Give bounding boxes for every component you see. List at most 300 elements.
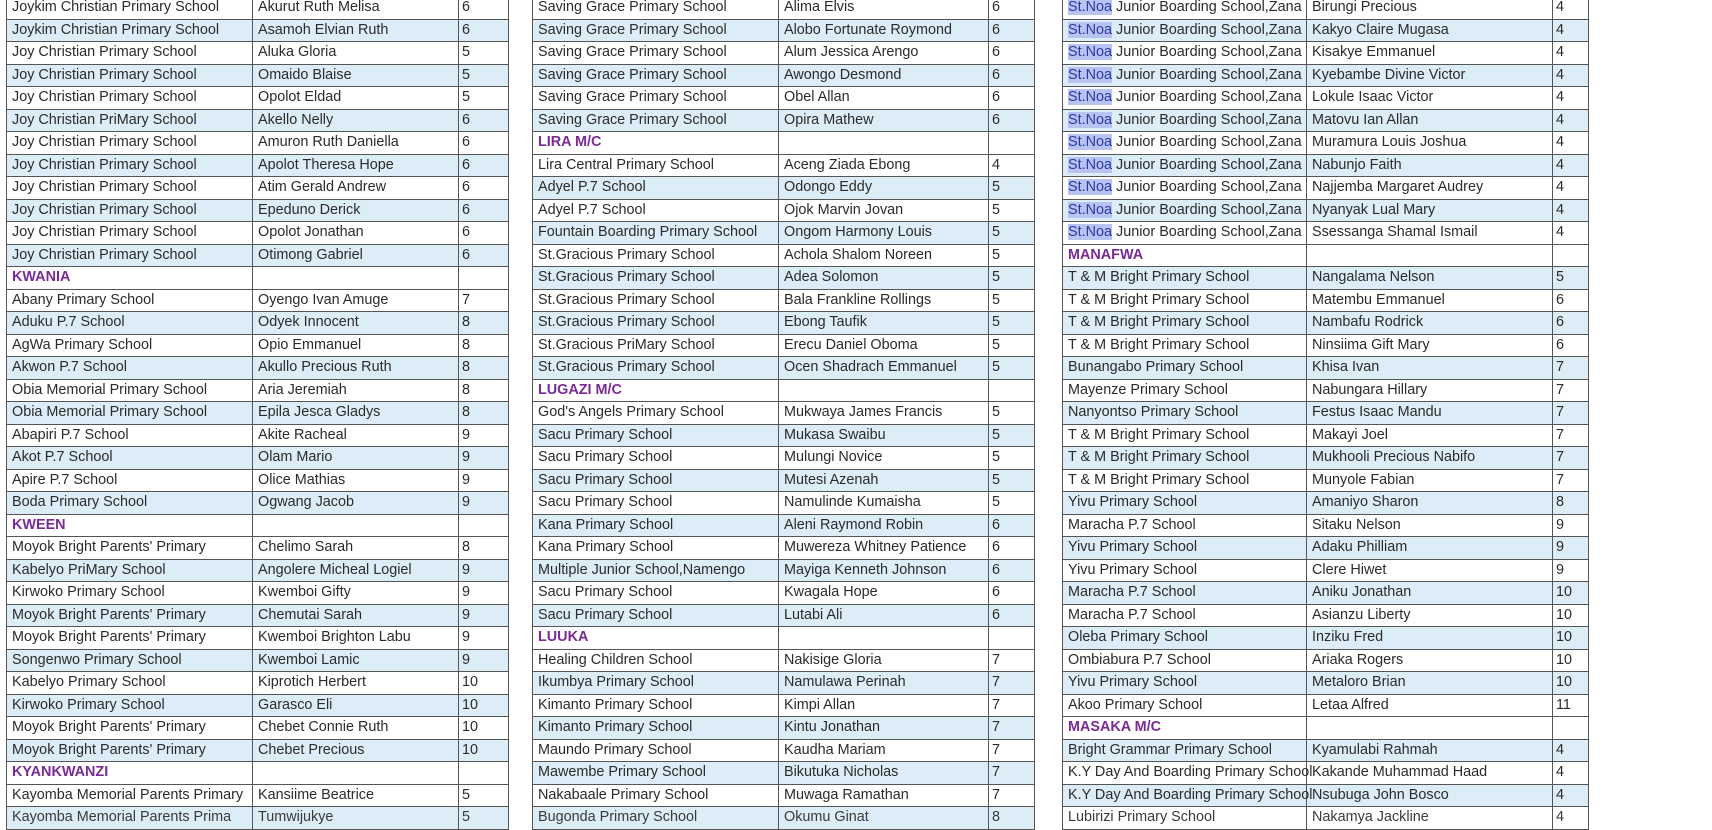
school-cell: Sacu Primary School xyxy=(533,447,779,470)
pupil-cell: Namulawa Perinah xyxy=(779,672,989,695)
table-row xyxy=(533,87,1035,110)
pupil-cell: Kwemboi Gifty xyxy=(253,582,459,605)
school-name-rest: Junior Boarding School,Zana xyxy=(1112,134,1302,150)
table-row xyxy=(533,402,1035,425)
grade-cell: 9 xyxy=(459,447,509,470)
pupil-cell: Bikutuka Nicholas xyxy=(779,762,989,785)
empty-cell xyxy=(779,132,989,155)
grade-cell: 6 xyxy=(989,514,1035,537)
school-cell: Multiple Junior School,Namengo xyxy=(533,559,779,582)
table-row xyxy=(533,672,1035,695)
table-row xyxy=(7,312,509,335)
school-cell: T & M Bright Primary School xyxy=(1063,334,1307,357)
school-cell: Apire P.7 School xyxy=(7,469,253,492)
pupil-cell: Alum Jessica Arengo xyxy=(779,42,989,65)
table-row xyxy=(1063,177,1589,200)
pupil-cell: Akullo Precious Ruth xyxy=(253,357,459,380)
school-cell: Healing Children School xyxy=(533,649,779,672)
grade-cell: 5 xyxy=(989,312,1035,335)
pupil-cell: Lutabi Ali xyxy=(779,604,989,627)
pupil-cell: Ssessanga Shamal Ismail xyxy=(1307,222,1553,245)
school-cell: T & M Bright Primary School xyxy=(1063,424,1307,447)
school-cell: Lira Central Primary School xyxy=(533,154,779,177)
table-row xyxy=(1063,87,1589,110)
school-cell xyxy=(1063,199,1307,222)
grade-cell: 5 xyxy=(989,289,1035,312)
pupil-cell: Kwemboi Brighton Labu xyxy=(253,627,459,650)
pupil-cell: Kisakye Emmanuel xyxy=(1307,42,1553,65)
school-cell: Saving Grace Primary School xyxy=(533,19,779,42)
school-cell: Obia Memorial Primary School xyxy=(7,379,253,402)
pupil-cell: Atim Gerald Andrew xyxy=(253,177,459,200)
school-cell: Kana Primary School xyxy=(533,514,779,537)
school-cell: Joy Christian Primary School xyxy=(7,42,253,65)
pupil-cell: Opira Mathew xyxy=(779,109,989,132)
grade-cell: 8 xyxy=(459,357,509,380)
school-cell: Saving Grace Primary School xyxy=(533,109,779,132)
pupil-cell: Asianzu Liberty xyxy=(1307,604,1553,627)
school-cell: Sacu Primary School xyxy=(533,492,779,515)
empty-cell xyxy=(779,379,989,402)
grade-cell: 4 xyxy=(989,154,1035,177)
school-cell: Mawembe Primary School xyxy=(533,762,779,785)
school-cell: Abapiri P.7 School xyxy=(7,424,253,447)
sheet-column-1 xyxy=(6,0,509,830)
grade-cell: 10 xyxy=(459,694,509,717)
pupil-cell: Kwemboi Lamic xyxy=(253,649,459,672)
table-row xyxy=(533,537,1035,560)
grade-cell: 9 xyxy=(459,424,509,447)
school-cell: Joy Christian Primary School xyxy=(7,244,253,267)
highlighted-text: St.Noa xyxy=(1068,111,1112,128)
grade-cell: 6 xyxy=(459,109,509,132)
table-row xyxy=(7,177,509,200)
school-cell xyxy=(1063,154,1307,177)
table-row xyxy=(7,402,509,425)
grade-cell: 11 xyxy=(1553,694,1589,717)
grade-cell: 5 xyxy=(989,267,1035,290)
pupil-cell: Metaloro Brian xyxy=(1307,672,1553,695)
pupil-cell: Nambafu Rodrick xyxy=(1307,312,1553,335)
pupil-cell: Mutesi Azenah xyxy=(779,469,989,492)
grade-cell: 5 xyxy=(459,784,509,807)
pupil-cell: Makayi Joel xyxy=(1307,424,1553,447)
table-row xyxy=(7,627,509,650)
grade-cell: 6 xyxy=(989,109,1035,132)
pupil-cell: Olam Mario xyxy=(253,447,459,470)
sheet-column-3 xyxy=(1062,0,1589,830)
pupil-cell: Mukasa Swaibu xyxy=(779,424,989,447)
pupil-cell: Epeduno Derick xyxy=(253,199,459,222)
grade-cell: 10 xyxy=(1553,582,1589,605)
grade-cell: 7 xyxy=(1553,469,1589,492)
pupil-cell: Chemutai Sarah xyxy=(253,604,459,627)
pupil-cell: Epila Jesca Gladys xyxy=(253,402,459,425)
empty-cell xyxy=(459,514,509,537)
school-cell: K.Y Day And Boarding Primary School xyxy=(1063,784,1307,807)
table-row xyxy=(7,807,509,830)
pupil-cell: Ninsiima Gift Mary xyxy=(1307,334,1553,357)
grade-cell: 10 xyxy=(459,717,509,740)
pupil-cell: Ogwang Jacob xyxy=(253,492,459,515)
grade-cell: 9 xyxy=(1553,559,1589,582)
district-name: LUGAZI M/C xyxy=(533,379,779,402)
school-cell: T & M Bright Primary School xyxy=(1063,267,1307,290)
pupil-cell: Nakisige Gloria xyxy=(779,649,989,672)
school-cell xyxy=(1063,222,1307,245)
table-row xyxy=(533,177,1035,200)
school-cell: Maracha P.7 School xyxy=(1063,582,1307,605)
school-cell: T & M Bright Primary School xyxy=(1063,312,1307,335)
table-row xyxy=(533,222,1035,245)
table-row xyxy=(533,492,1035,515)
table-row xyxy=(7,0,509,19)
pupil-cell: Matovu Ian Allan xyxy=(1307,109,1553,132)
table-row xyxy=(1063,312,1589,335)
school-cell: Moyok Bright Parents' Primary xyxy=(7,627,253,650)
highlighted-text: St.Noa xyxy=(1068,201,1112,218)
pupil-cell: Garasco Eli xyxy=(253,694,459,717)
table-row xyxy=(533,694,1035,717)
table-row xyxy=(1063,762,1589,785)
table-row xyxy=(1063,109,1589,132)
table-row xyxy=(1063,784,1589,807)
table-row xyxy=(7,19,509,42)
school-cell xyxy=(1063,64,1307,87)
grade-cell: 9 xyxy=(459,649,509,672)
grade-cell: 5 xyxy=(989,357,1035,380)
grade-cell: 4 xyxy=(1553,42,1589,65)
pupil-cell: Birungi Precious xyxy=(1307,0,1553,19)
table-row xyxy=(7,289,509,312)
table-row xyxy=(7,492,509,515)
pupil-cell: Chebet Precious xyxy=(253,739,459,762)
grade-cell: 10 xyxy=(459,672,509,695)
highlighted-text: St.Noa xyxy=(1068,224,1112,240)
grade-cell: 8 xyxy=(459,334,509,357)
pupil-cell: Amuron Ruth Daniella xyxy=(253,132,459,155)
school-name-rest: Junior Boarding School,Zana xyxy=(1112,156,1302,173)
table-row xyxy=(7,64,509,87)
grade-cell: 9 xyxy=(1553,537,1589,560)
pupil-cell: Asamoh Elvian Ruth xyxy=(253,19,459,42)
school-cell: Moyok Bright Parents' Primary xyxy=(7,537,253,560)
grade-cell: 5 xyxy=(989,492,1035,515)
pupil-cell: Kakande Muhammad Haad xyxy=(1307,762,1553,785)
grade-cell: 6 xyxy=(459,222,509,245)
table-row xyxy=(533,289,1035,312)
table-row xyxy=(1063,334,1589,357)
school-cell: Kimanto Primary School xyxy=(533,694,779,717)
grade-cell: 7 xyxy=(1553,357,1589,380)
school-cell: Kayomba Memorial Parents Prima xyxy=(7,807,253,830)
pupil-cell: Muwaga Ramathan xyxy=(779,784,989,807)
pupil-cell: Otimong Gabriel xyxy=(253,244,459,267)
school-name-rest: Junior Boarding School,Zana xyxy=(1112,89,1302,105)
table-row xyxy=(1063,672,1589,695)
grade-cell: 8 xyxy=(459,537,509,560)
pupil-cell: Muwereza Whitney Patience xyxy=(779,537,989,560)
table-row xyxy=(1063,222,1589,245)
grade-cell: 4 xyxy=(1553,784,1589,807)
school-cell: Saving Grace Primary School xyxy=(533,0,779,19)
table-row xyxy=(7,649,509,672)
grade-cell: 7 xyxy=(989,672,1035,695)
table-row xyxy=(7,357,509,380)
table-row xyxy=(1063,132,1589,155)
pupil-cell: Kansiime Beatrice xyxy=(253,784,459,807)
grade-cell: 8 xyxy=(989,807,1035,830)
school-cell: St.Gracious Primary School xyxy=(533,244,779,267)
district-name: KYANKWANZI xyxy=(7,762,253,785)
grade-cell: 8 xyxy=(459,402,509,425)
grade-cell: 5 xyxy=(1553,267,1589,290)
pupil-cell: Khisa Ivan xyxy=(1307,357,1553,380)
table-row xyxy=(7,42,509,65)
pupil-cell: Aceng Ziada Ebong xyxy=(779,154,989,177)
school-name-rest: Junior Boarding School,Zana xyxy=(1112,21,1302,38)
pupil-cell: Adea Solomon xyxy=(779,267,989,290)
school-cell: Joy Christian PriMary School xyxy=(7,109,253,132)
grade-cell: 6 xyxy=(1553,334,1589,357)
grade-cell: 4 xyxy=(1553,109,1589,132)
grade-cell: 9 xyxy=(459,559,509,582)
school-cell: Fountain Boarding Primary School xyxy=(533,222,779,245)
school-name-rest: Junior Boarding School,Zana xyxy=(1112,224,1302,240)
school-cell: Joy Christian Primary School xyxy=(7,222,253,245)
table-row xyxy=(1063,582,1589,605)
table-row xyxy=(1063,402,1589,425)
pupil-cell: Ariaka Rogers xyxy=(1307,649,1553,672)
school-cell: Oleba Primary School xyxy=(1063,627,1307,650)
grade-cell: 7 xyxy=(989,649,1035,672)
table-row xyxy=(1063,289,1589,312)
table-row xyxy=(533,604,1035,627)
school-cell xyxy=(1063,177,1307,200)
table-row xyxy=(1063,694,1589,717)
table-row xyxy=(7,537,509,560)
school-cell: Joykim Christian Primary School xyxy=(7,19,253,42)
pupil-cell: Muramura Louis Joshua xyxy=(1307,132,1553,155)
school-cell: Kayomba Memorial Parents Primary xyxy=(7,784,253,807)
pupil-cell: Mukwaya James Francis xyxy=(779,402,989,425)
pupil-cell: Aluka Gloria xyxy=(253,42,459,65)
table-row xyxy=(1063,64,1589,87)
table-row xyxy=(7,717,509,740)
school-cell xyxy=(1063,42,1307,65)
grade-cell: 4 xyxy=(1553,199,1589,222)
empty-cell xyxy=(779,627,989,650)
pupil-cell: Nabunjo Faith xyxy=(1307,154,1553,177)
table-row xyxy=(533,559,1035,582)
pupil-cell: Mukhooli Precious Nabifo xyxy=(1307,447,1553,470)
school-cell: Kirwoko Primary School xyxy=(7,582,253,605)
table-row xyxy=(1063,199,1589,222)
district-name: KWANIA xyxy=(7,267,253,290)
table-row xyxy=(7,222,509,245)
school-cell: Nanyontso Primary School xyxy=(1063,402,1307,425)
school-cell: Joy Christian Primary School xyxy=(7,132,253,155)
grade-cell: 4 xyxy=(1553,0,1589,19)
grade-cell: 6 xyxy=(459,0,509,19)
table-row xyxy=(1063,469,1589,492)
school-cell: Akoo Primary School xyxy=(1063,694,1307,717)
school-cell: Sacu Primary School xyxy=(533,582,779,605)
pupil-cell: Ongom Harmony Louis xyxy=(779,222,989,245)
grade-cell: 6 xyxy=(1553,289,1589,312)
grade-cell: 6 xyxy=(989,19,1035,42)
school-cell: Yivu Primary School xyxy=(1063,559,1307,582)
pupil-cell: Matembu Emmanuel xyxy=(1307,289,1553,312)
pupil-cell: Obel Allan xyxy=(779,87,989,110)
grade-cell: 5 xyxy=(989,222,1035,245)
district-name: LUUKA xyxy=(533,627,779,650)
school-cell: T & M Bright Primary School xyxy=(1063,447,1307,470)
grade-cell: 4 xyxy=(1553,19,1589,42)
table-row xyxy=(7,87,509,110)
table-row xyxy=(533,424,1035,447)
table-row xyxy=(7,424,509,447)
highlighted-text: St.Noa xyxy=(1068,179,1112,195)
highlighted-text: St.Noa xyxy=(1068,156,1112,173)
grade-cell: 4 xyxy=(1553,807,1589,830)
table-row xyxy=(533,42,1035,65)
pupil-cell: Kintu Jonathan xyxy=(779,717,989,740)
table-row xyxy=(533,244,1035,267)
grade-cell: 4 xyxy=(1553,222,1589,245)
school-cell: Saving Grace Primary School xyxy=(533,42,779,65)
school-cell: Bugonda Primary School xyxy=(533,807,779,830)
school-cell: Sacu Primary School xyxy=(533,604,779,627)
pupil-cell: Kyamulabi Rahmah xyxy=(1307,739,1553,762)
pupil-cell: Namulinde Kumaisha xyxy=(779,492,989,515)
school-cell: Saving Grace Primary School xyxy=(533,64,779,87)
empty-cell xyxy=(1307,717,1553,740)
school-cell: T & M Bright Primary School xyxy=(1063,289,1307,312)
school-cell: Saving Grace Primary School xyxy=(533,87,779,110)
grade-cell: 6 xyxy=(989,87,1035,110)
school-cell xyxy=(1063,0,1307,19)
grade-cell: 10 xyxy=(1553,627,1589,650)
table-row xyxy=(533,64,1035,87)
school-cell: Lubirizi Primary School xyxy=(1063,807,1307,830)
table-row xyxy=(533,199,1035,222)
grade-cell: 7 xyxy=(989,739,1035,762)
table-row xyxy=(533,514,1035,537)
school-name-rest: Junior Boarding School,Zana xyxy=(1112,66,1302,83)
pupil-cell: Odyek Innocent xyxy=(253,312,459,335)
pupil-cell: Munyole Fabian xyxy=(1307,469,1553,492)
grade-cell: 8 xyxy=(459,379,509,402)
table-row xyxy=(7,739,509,762)
district-header-row xyxy=(7,514,509,537)
school-cell: Joykim Christian Primary School xyxy=(7,0,253,19)
grade-cell: 5 xyxy=(989,177,1035,200)
district-header-row xyxy=(1063,717,1589,740)
grade-cell: 5 xyxy=(989,447,1035,470)
pupil-cell: Mayiga Kenneth Johnson xyxy=(779,559,989,582)
school-cell: Joy Christian Primary School xyxy=(7,154,253,177)
grade-cell: 5 xyxy=(989,469,1035,492)
pupil-cell: Aleni Raymond Robin xyxy=(779,514,989,537)
table-row xyxy=(1063,649,1589,672)
grade-cell: 4 xyxy=(1553,87,1589,110)
grade-cell: 9 xyxy=(459,604,509,627)
school-cell: St.Gracious Primary School xyxy=(533,267,779,290)
table-row xyxy=(533,154,1035,177)
grade-cell: 9 xyxy=(459,582,509,605)
district-name: MASAKA M/C xyxy=(1063,717,1307,740)
empty-cell xyxy=(989,132,1035,155)
table-row xyxy=(7,559,509,582)
district-header-row xyxy=(1063,244,1589,267)
table-row xyxy=(7,447,509,470)
grade-cell: 5 xyxy=(459,42,509,65)
school-cell: Joy Christian Primary School xyxy=(7,177,253,200)
highlighted-text: St.Noa xyxy=(1068,66,1112,83)
pupil-cell: Apolot Theresa Hope xyxy=(253,154,459,177)
table-row xyxy=(7,109,509,132)
table-row xyxy=(533,739,1035,762)
district-header-row xyxy=(7,267,509,290)
grade-cell: 7 xyxy=(1553,447,1589,470)
school-cell: Aduku P.7 School xyxy=(7,312,253,335)
pupil-cell: Opio Emmanuel xyxy=(253,334,459,357)
school-cell: Nakabaale Primary School xyxy=(533,784,779,807)
grade-cell: 6 xyxy=(989,42,1035,65)
table-row xyxy=(533,784,1035,807)
table-row xyxy=(7,379,509,402)
pupil-cell: Ocen Shadrach Emmanuel xyxy=(779,357,989,380)
pupil-cell: Kakyo Claire Mugasa xyxy=(1307,19,1553,42)
table-row xyxy=(533,762,1035,785)
table-row xyxy=(533,334,1035,357)
table-row xyxy=(7,132,509,155)
pupil-cell: Olice Mathias xyxy=(253,469,459,492)
school-name-rest: Junior Boarding School,Zana xyxy=(1112,111,1302,128)
grade-cell: 5 xyxy=(459,87,509,110)
district-header-row xyxy=(7,762,509,785)
school-cell xyxy=(1063,87,1307,110)
table-row xyxy=(7,469,509,492)
pupil-cell: Erecu Daniel Oboma xyxy=(779,334,989,357)
pupil-cell: Kimpi Allan xyxy=(779,694,989,717)
pupil-cell: Chelimo Sarah xyxy=(253,537,459,560)
table-row xyxy=(7,334,509,357)
pupil-cell: Opolot Jonathan xyxy=(253,222,459,245)
grade-cell: 6 xyxy=(989,559,1035,582)
table-row xyxy=(1063,492,1589,515)
school-cell: Kana Primary School xyxy=(533,537,779,560)
grade-cell: 10 xyxy=(1553,604,1589,627)
pupil-cell: Festus Isaac Mandu xyxy=(1307,402,1553,425)
table-row xyxy=(1063,379,1589,402)
table-row xyxy=(533,19,1035,42)
pupil-cell: Lokule Isaac Victor xyxy=(1307,87,1553,110)
district-name: MANAFWA xyxy=(1063,244,1307,267)
empty-cell xyxy=(459,762,509,785)
grade-cell: 5 xyxy=(989,402,1035,425)
pupil-cell: Inziku Fred xyxy=(1307,627,1553,650)
table-row xyxy=(1063,424,1589,447)
grade-cell: 4 xyxy=(1553,739,1589,762)
table-row xyxy=(533,649,1035,672)
highlighted-text: St.Noa xyxy=(1068,21,1112,38)
school-cell: Maracha P.7 School xyxy=(1063,604,1307,627)
school-cell: Abany Primary School xyxy=(7,289,253,312)
pupil-cell: Bala Frankline Rollings xyxy=(779,289,989,312)
grade-cell: 5 xyxy=(989,199,1035,222)
